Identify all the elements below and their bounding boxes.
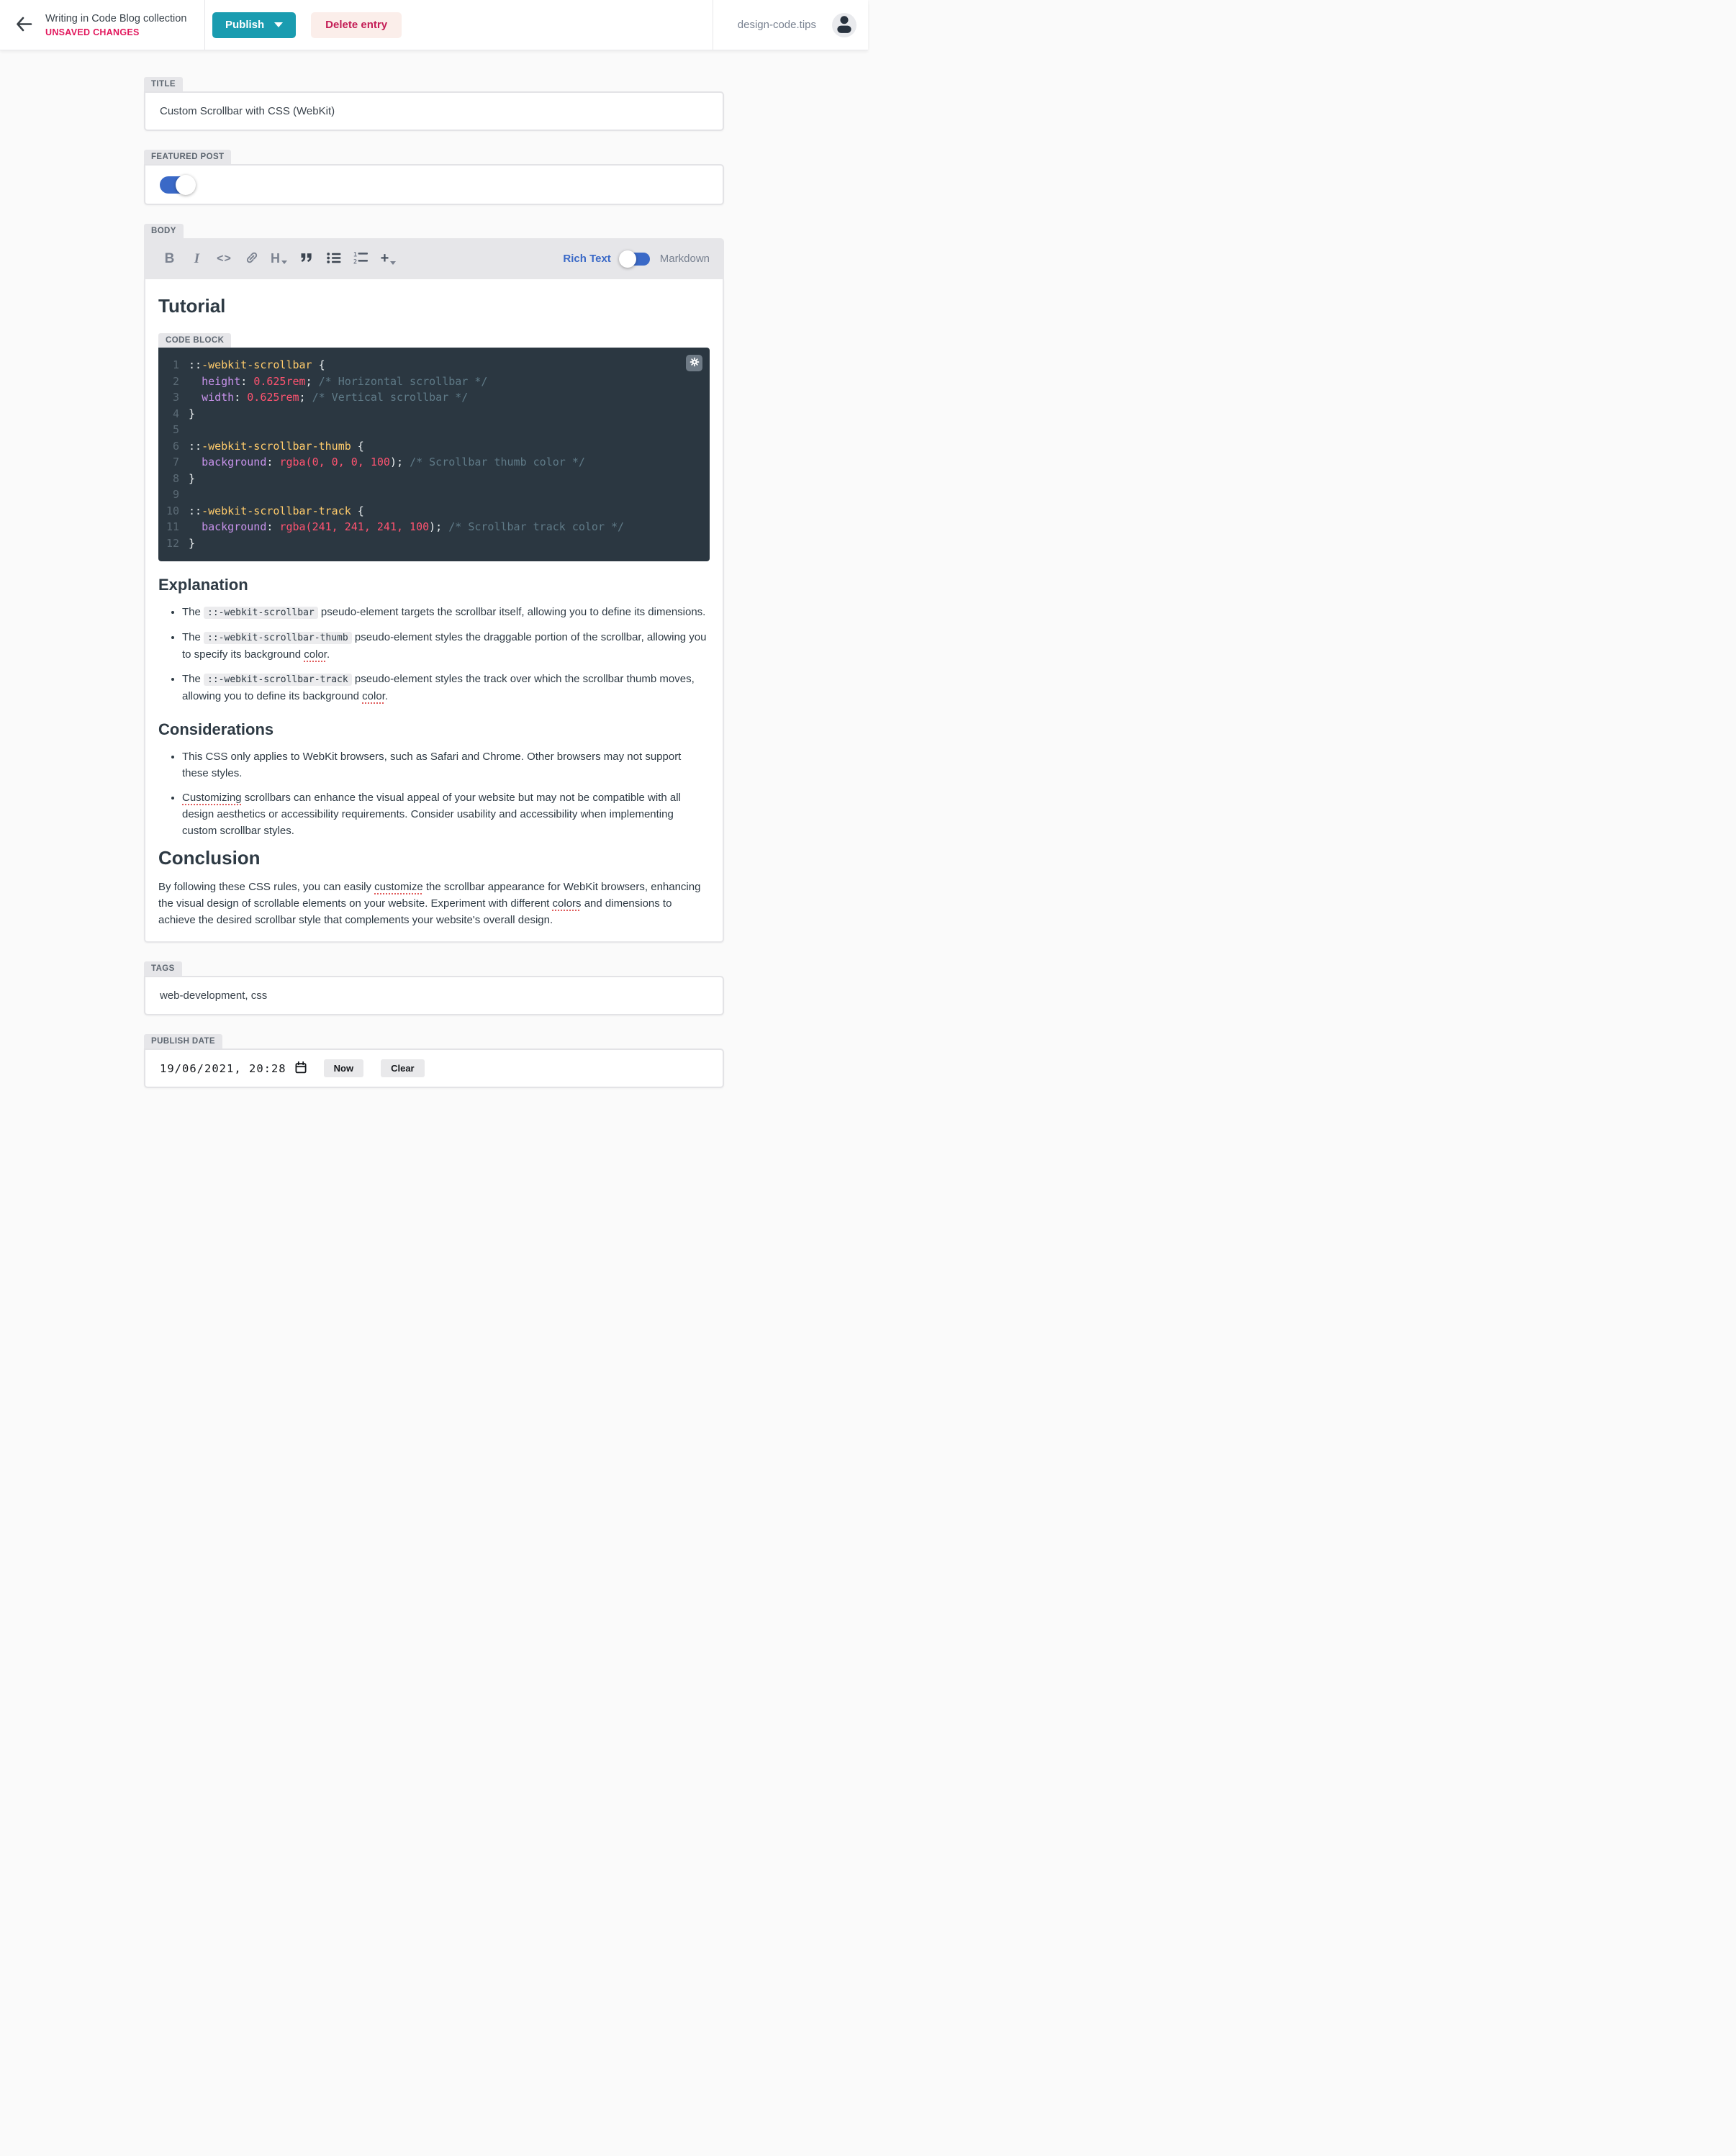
code-line-text: ::-webkit-scrollbar-thumb { [189, 439, 364, 453]
code-block-lines [158, 357, 710, 551]
code-line-text: background: rgba(241, 241, 241, 100); /* Scrollbar track color */ [202, 520, 625, 533]
chevron-down-icon [274, 22, 283, 27]
datetime-input[interactable]: 19/06/2021, 20:28 [160, 1061, 286, 1075]
add-component-button[interactable] [377, 248, 399, 270]
line-number: 2 [172, 374, 179, 388]
code-line [158, 471, 710, 487]
markdown-mode-label[interactable]: Markdown [659, 253, 710, 265]
inline-code: ::-webkit-scrollbar-track [204, 674, 352, 686]
code-line [158, 486, 710, 503]
featured-post-field-label: FEATURED POST [144, 150, 231, 164]
featured-post-toggle[interactable] [160, 176, 194, 194]
line-number: 10 [166, 504, 179, 517]
text-segment: scrollbars can enhance the visual appeal of your website but may not be compatible with all design aesthetics or accessibility requirements. Consider usability and accessibility when implementing custom scrollbar styles. [182, 792, 681, 837]
text-segment: The [182, 631, 204, 643]
field-tags [144, 961, 724, 1015]
code-line [158, 389, 710, 406]
title-input[interactable] [144, 91, 724, 131]
publish-button[interactable] [212, 12, 296, 38]
text-segment: The [182, 673, 204, 685]
editor-mode-switch [563, 253, 710, 266]
conclusion-heading: Conclusion [158, 847, 261, 869]
code-line [158, 519, 710, 535]
numbered-list-button[interactable] [350, 248, 372, 270]
text-segment: . [326, 648, 330, 661]
code-line-text: height: 0.625rem; /* Horizontal scrollbar */ [202, 374, 488, 388]
text-segment: By following these CSS rules, you can easily [158, 881, 375, 893]
code-line [158, 535, 710, 552]
misspelled-word: customize [374, 881, 423, 893]
tags-field-label: TAGS [144, 961, 182, 976]
code-line-text: } [189, 536, 196, 550]
back-button[interactable] [16, 17, 32, 34]
line-number: 7 [172, 456, 179, 468]
code-line-text: } [189, 471, 196, 485]
field-body [144, 224, 724, 943]
header-left [0, 0, 205, 50]
arrow-left-icon [16, 17, 32, 34]
text-segment: and dimensions to achieve the desired scrollbar style that complements your website's overall design. [158, 897, 672, 926]
text-segment: pseudo-element styles the draggable portion of the scrollbar, allowing you to specify its background [182, 631, 707, 661]
code-icon: <> [217, 252, 232, 265]
publish-button-label: Publish [225, 19, 265, 31]
svg-text:1: 1 [353, 251, 358, 259]
misspelled-word: color [304, 648, 327, 661]
user-icon [832, 13, 856, 37]
rich-text-toolbar [144, 238, 724, 279]
misspelled-word: Customizing [182, 792, 242, 804]
text-segment: The [182, 606, 204, 618]
inline-code: ::-webkit-scrollbar-thumb [204, 632, 352, 644]
publish-date-field-label: PUBLISH DATE [144, 1034, 222, 1048]
line-number: 9 [172, 488, 179, 501]
avatar[interactable] [832, 13, 856, 37]
list-item [182, 748, 710, 782]
line-number: 1 [172, 358, 179, 371]
link-button[interactable] [240, 248, 263, 270]
svg-text:2: 2 [353, 258, 358, 264]
text-segment: This CSS only applies to WebKit browsers, such as Safari and Chrome. Other browsers may not support these styles. [182, 751, 682, 779]
code-block[interactable] [158, 348, 710, 561]
considerations-heading: Considerations [158, 720, 274, 738]
line-number: 4 [172, 407, 179, 420]
line-number: 8 [172, 471, 179, 485]
link-icon [245, 250, 259, 267]
code-line [158, 438, 710, 455]
toggle-knob [176, 175, 196, 195]
italic-button[interactable] [186, 248, 208, 270]
quote-icon [300, 253, 313, 266]
top-bar [0, 0, 868, 50]
calendar-icon [295, 1061, 307, 1076]
tags-input[interactable] [144, 976, 724, 1015]
code-line [158, 422, 710, 438]
code-line [158, 373, 710, 390]
plus-icon: + [380, 250, 389, 266]
code-line-text: } [189, 407, 196, 420]
bulleted-list-button[interactable] [322, 248, 345, 270]
header-actions [205, 0, 402, 50]
tags-input-value: web-development, css [160, 989, 268, 1002]
chevron-down-icon [281, 261, 287, 264]
collection-title: Writing in Code Blog collection [45, 12, 187, 24]
numbered-list-icon [353, 251, 369, 266]
line-number: 11 [166, 520, 179, 533]
list-item [182, 629, 710, 663]
delete-entry-label: Delete entry [325, 19, 388, 31]
text-segment: pseudo-element targets the scrollbar itself, allowing you to define its dimensions. [317, 606, 706, 618]
bold-icon: B [164, 250, 175, 266]
code-line-text: ::-webkit-scrollbar { [189, 358, 325, 371]
line-number: 5 [172, 423, 179, 436]
calendar-picker-button[interactable] [295, 1061, 307, 1076]
code-line [158, 454, 710, 471]
code-button[interactable] [213, 248, 235, 270]
list-item [182, 671, 710, 705]
heading-button[interactable] [268, 248, 290, 270]
field-title [144, 77, 724, 131]
now-button[interactable]: Now [324, 1059, 363, 1077]
considerations-list [158, 748, 710, 839]
unsaved-changes-status: UNSAVED CHANGES [45, 27, 140, 37]
body-field-label: BODY [144, 224, 184, 238]
code-line-text: ::-webkit-scrollbar-track { [189, 504, 364, 517]
explanation-heading: Explanation [158, 576, 248, 594]
header-right [713, 0, 868, 50]
code-block-label: CODE BLOCK [158, 333, 231, 348]
quote-button[interactable] [295, 248, 317, 270]
clear-button[interactable]: Clear [381, 1059, 425, 1077]
site-name: design-code.tips [737, 19, 816, 31]
explanation-list [158, 604, 710, 705]
rich-text-mode-label[interactable]: Rich Text [563, 253, 611, 265]
entry-editor [144, 50, 724, 1120]
tutorial-heading: Tutorial [158, 295, 226, 317]
field-publish-date [144, 1034, 724, 1088]
title-field-label: TITLE [144, 77, 183, 91]
bold-button[interactable] [158, 248, 181, 270]
code-line-text: width: 0.625rem; /* Vertical scrollbar */ [202, 391, 469, 404]
featured-post-box [144, 164, 724, 205]
code-line [158, 503, 710, 520]
mode-toggle[interactable] [621, 253, 650, 266]
toggle-knob [619, 250, 636, 268]
delete-entry-button[interactable] [311, 12, 402, 38]
misspelled-word: colors [552, 897, 582, 910]
bulleted-list-icon [327, 252, 341, 266]
code-line-text: background: rgba(0, 0, 0, 100); /* Scrollbar thumb color */ [202, 456, 585, 468]
code-line [158, 357, 710, 373]
entry-titles [45, 13, 186, 37]
italic-icon: I [194, 250, 200, 266]
text-segment: . [384, 690, 389, 702]
code-settings-button[interactable] [686, 355, 702, 371]
inline-code: ::-webkit-scrollbar [204, 607, 318, 619]
field-featured-post [144, 150, 724, 205]
gear-icon [690, 357, 700, 369]
list-item [182, 789, 710, 839]
text-segment: the scrollbar appearance for WebKit browsers, enhancing the visual design of scrollable elements on your website. Experiment with different [158, 881, 701, 910]
conclusion-paragraph [158, 879, 710, 928]
list-item [182, 604, 710, 621]
publish-date-box [144, 1048, 724, 1088]
line-number: 6 [172, 439, 179, 453]
line-number: 12 [166, 536, 179, 550]
misspelled-word: color [362, 690, 385, 702]
body-editor[interactable] [144, 279, 724, 943]
line-number: 3 [172, 391, 179, 404]
text-segment: pseudo-element styles the track over which the scrollbar thumb moves, allowing you to define its background [182, 673, 695, 702]
code-line [158, 406, 710, 422]
heading-icon: H [271, 251, 280, 266]
chevron-down-icon [390, 261, 396, 265]
title-input-value: Custom Scrollbar with CSS (WebKit) [160, 105, 335, 117]
